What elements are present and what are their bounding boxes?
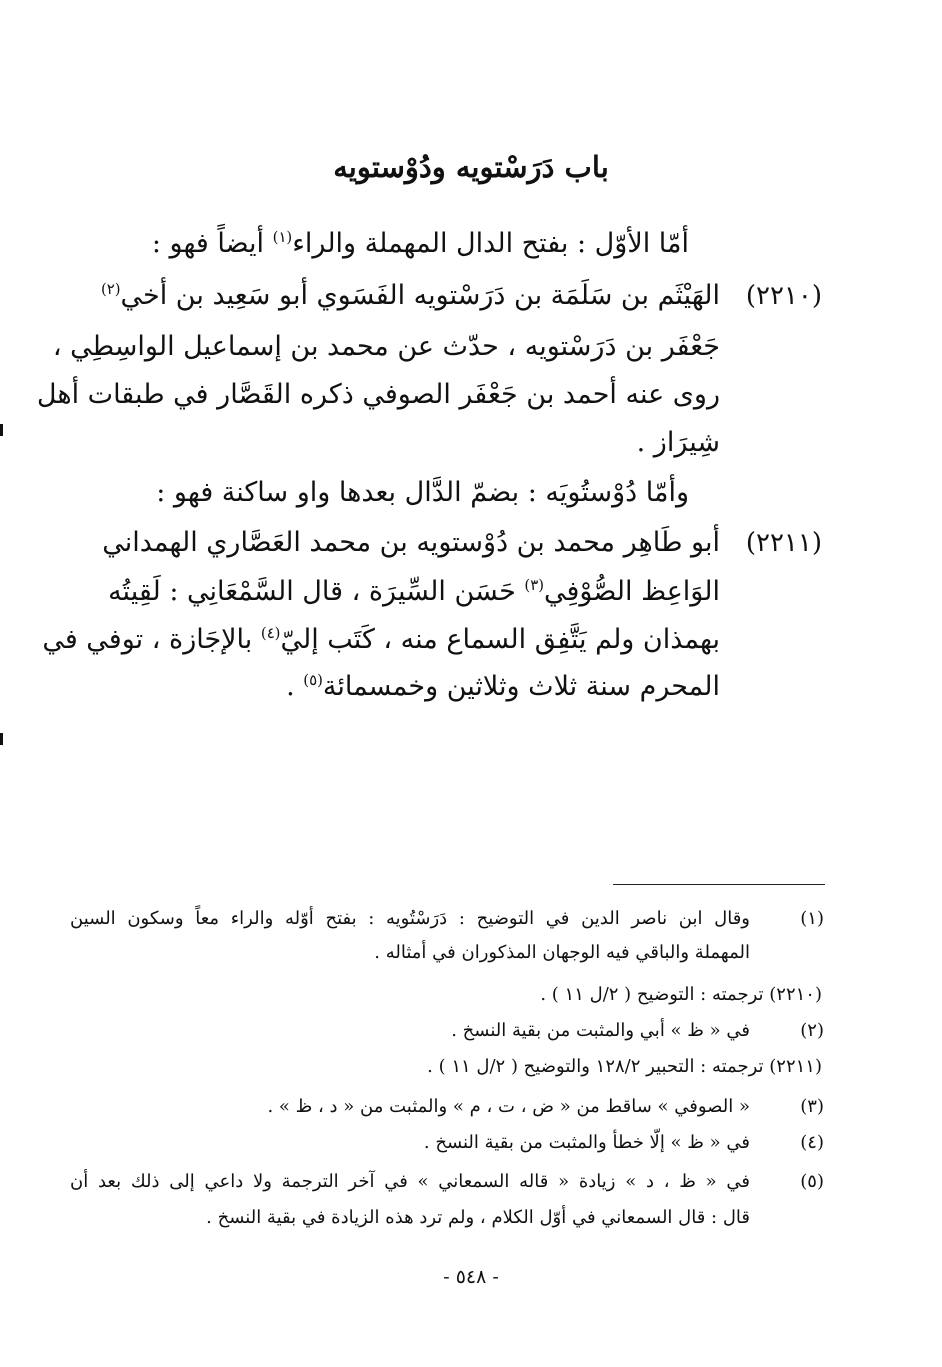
entry-2210-line-1 xyxy=(100,274,720,318)
intro-text: أمّا الأوّل : بفتح الدال المهملة والراء xyxy=(292,228,689,259)
footnote-number: (١) xyxy=(800,908,824,929)
entry-text: الهَيْثَم بن سَلَمَة بن دَرَسْتويه الفَسَوي أبو سَعِيد بن أخي xyxy=(120,280,720,311)
footnote-ref-1: (١) xyxy=(272,228,293,246)
footnote-number: (٤) xyxy=(800,1132,824,1153)
entry-number-2211: (٢٢١١) xyxy=(745,528,822,558)
intro-line-1 xyxy=(89,222,689,266)
entry-2210-line-2: جَعْفَر بن دَرَسْتويه ، حدّث عن محمد بن إسماعيل الواسِطِي ، xyxy=(52,331,720,362)
entry-text: . xyxy=(286,671,304,702)
footnote-text: ترجمته : التحبير ١٢٨/٢ والتوضيح ( ٢/ل ١١ ) . xyxy=(427,1056,764,1077)
chapter-title: باب دَرَسْتويه ودُوْستويه xyxy=(333,150,609,184)
entry-text: المحرم سنة ثلاث وثلاثين وخمسمائة xyxy=(322,671,720,702)
footnote-4: في « ظ » إلّا خطأ والمثبت من بقية النسخ . xyxy=(423,1132,750,1153)
footnote-number: (٢٢١٠) xyxy=(769,984,822,1005)
entry-2210-line-4: شِيرَاز . xyxy=(636,427,720,458)
intro-text-end: أيضاً فهو : xyxy=(151,228,273,259)
footnote-number: (٢٢١١) xyxy=(769,1056,822,1077)
entry-2210-line-3: روى عنه أحمد بن جَعْفَر الصوفي ذكره القَصَّار في طبقات أهل xyxy=(36,379,720,410)
footnote-2: في « ظ » أبي والمثبت من بقية النسخ . xyxy=(451,1020,750,1041)
footnote-1-line-2: المهملة والباقي فيه الوجهان المذكوران في أمثاله . xyxy=(374,942,750,963)
footnote-5-line-1: في « ظ ، د » زيادة « قاله السمعاني » في آخر الترجمة ولا داعي إلى ذلك بعد أن xyxy=(70,1171,750,1192)
scan-edge-mark xyxy=(0,424,3,436)
entry-text: الوَاعِظ الصُّوْفِي xyxy=(543,576,720,607)
page-number: - ٥٤٨ - xyxy=(443,1266,499,1288)
entry-2211-line-1: أبو طَاهِر محمد بن دُوْستويه بن محمد العَصَّاري الهمداني xyxy=(102,527,720,558)
footnote-ref-5: (٥) xyxy=(303,671,323,689)
intro-line-2: وأمّا دُوْستُويَه : بضمّ الدَّال بعدها واو ساكنة فهو : xyxy=(156,477,689,508)
entry-text: بهمذان ولم يَتَّفِق السماع منه ، كَتَب إليّ xyxy=(280,624,720,655)
footnote-ref-3: (٣) xyxy=(524,576,544,594)
footnote-1-line-1: وقال ابن ناصر الدين في التوضيح : دَرَسْتُويه : بفتح أوّله والراء معاً وسكون السين xyxy=(70,908,750,929)
scan-edge-mark xyxy=(0,733,3,745)
footnote-number: (٣) xyxy=(800,1096,824,1117)
entry-text: حَسَن السِّيرَة ، قال السَّمْعَانِي : لَقِيتُه xyxy=(108,576,525,607)
footnote-5-line-2: قال : قال السمعاني في أوّل الكلام ، ولم ترد هذه الزيادة في بقية النسخ . xyxy=(206,1207,750,1228)
entry-2211-line-4 xyxy=(130,665,720,709)
footnote-separator xyxy=(613,884,825,885)
footnote-3: « الصوفي » ساقط من « ض ، ت ، م » والمثبت من « د ، ظ » . xyxy=(267,1096,750,1117)
footnote-2211 xyxy=(122,1052,822,1082)
entry-2211-line-3 xyxy=(42,618,720,662)
entry-2211-line-2 xyxy=(108,570,720,614)
footnote-number: (٥) xyxy=(800,1171,824,1192)
footnote-2210 xyxy=(122,980,822,1010)
entry-text: بالإجَازة ، توفي في xyxy=(42,624,261,655)
footnote-number: (٢) xyxy=(800,1020,824,1041)
footnote-text: ترجمته : التوضيح ( ٢/ل ١١ ) . xyxy=(540,984,764,1005)
footnote-ref-4: (٤) xyxy=(260,624,281,642)
entry-number-2210: (٢٢١٠) xyxy=(745,281,822,311)
footnote-ref-2: (٢) xyxy=(100,280,121,298)
